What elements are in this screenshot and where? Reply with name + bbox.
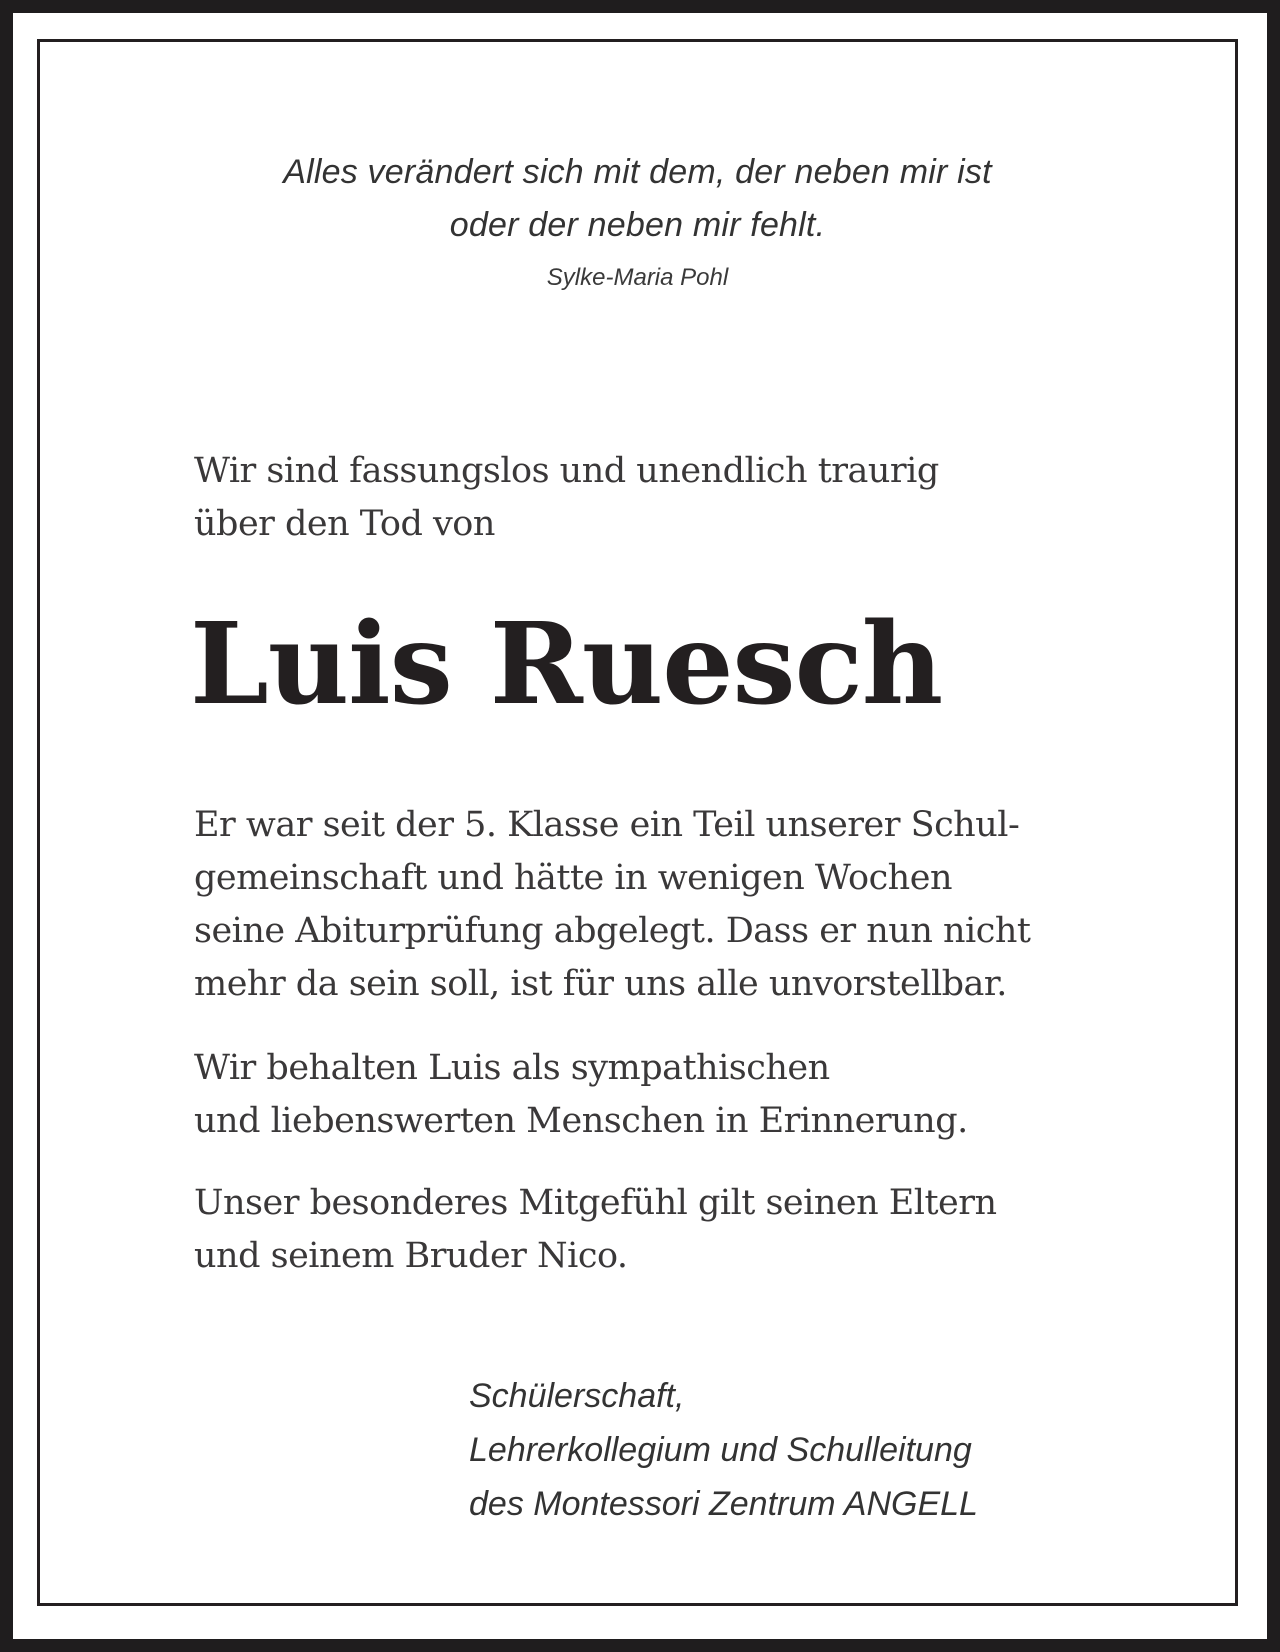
intro-line: über den Tod von [194, 504, 495, 544]
signature-line: Lehrerkollegium und Schulleitung [469, 1431, 972, 1469]
paragraph-line: seine Abiturprüfung abgelegt. Dass er nun nicht [194, 911, 1031, 951]
paragraph-line: gemeinschaft und hätte in wenigen Wochen [194, 858, 952, 898]
signature-line: des Montessori Zentrum ANGELL [469, 1485, 978, 1523]
paragraph-line: Wir behalten Luis als sympathischen [194, 1048, 830, 1088]
paragraph-line: und liebenswerten Menschen in Erinnerung. [194, 1101, 968, 1141]
motto-quote [40, 146, 1235, 292]
intro-line: Wir sind fassungslos und unendlich traurig [194, 451, 939, 491]
paragraph-line: Unser besonderes Mitgefühl gilt seinen Eltern [194, 1183, 997, 1223]
paragraph-line: und seinem Bruder Nico. [194, 1236, 628, 1276]
quote-line: oder der neben mir fehlt. [449, 206, 826, 244]
quote-line: Alles verändert sich mit dem, der neben mir ist [283, 153, 992, 191]
quote-author: Sylke-Maria Pohl [546, 264, 729, 291]
obituary-page [13, 13, 1267, 1639]
mourning-frame [37, 39, 1238, 1606]
paragraph-memory [194, 1042, 968, 1148]
paragraph-line: mehr da sein soll, ist für uns alle unvorstellbar. [194, 964, 1007, 1004]
deceased-name: Luis Ruesch [190, 599, 943, 730]
paragraph-line: Er war seit der 5. Klasse ein Teil unserer Schul- [194, 805, 1020, 845]
signature-line: Schülerschaft, [469, 1377, 685, 1415]
paragraph-condolence [194, 1177, 997, 1283]
paragraph-school [194, 799, 1030, 1011]
signature-block [469, 1369, 978, 1531]
intro-text [194, 445, 939, 551]
